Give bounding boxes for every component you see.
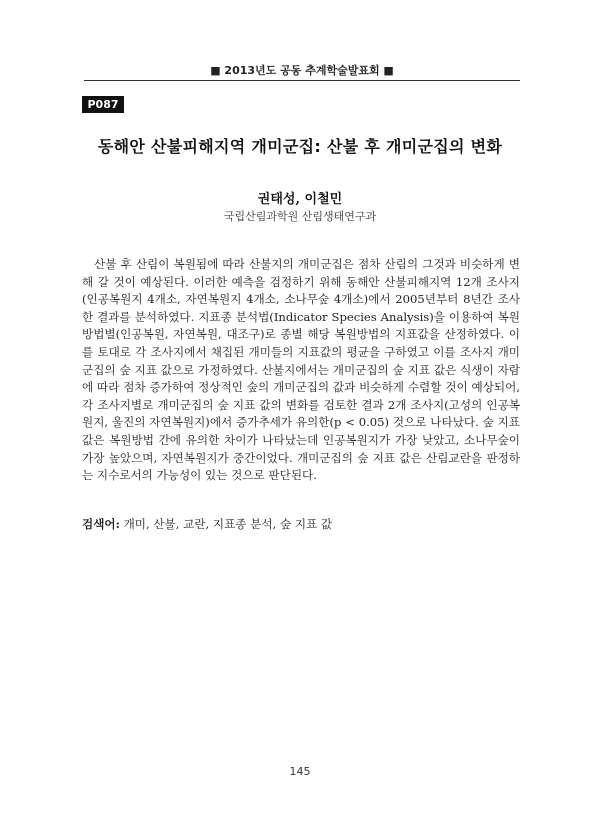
- abstract: [82, 256, 520, 485]
- authors: 권태성, 이철민: [257, 192, 343, 207]
- paper-title: 동해안 산불피해지역 개미군집: 산불 후 개미군집의 변화: [97, 137, 503, 156]
- affiliation: 국립산림과학원 산림생태연구과: [223, 210, 377, 223]
- abstract-text: 산불 후 산림이 복원됨에 따라 산불지의 개미군집은 점차 산림의 그것과 비슷하게 변해 갈 것이 예상된다. 이러한 예측을 검정하기 위해 동해안 산불피해지역 12개 조사지(인공복원지 4개소, 자연복원지 4개소, 소나무숲 4개소)에서 2005년부터 8년간 조사한 결과를 분석하였다. 지표종 분석법(Indicator Species Analysis)을 이용하여 복원방법별(인공복원, 자연복원, 대조구)로 종별 해당 복원방법의 지표값을 산정하였다. 이를 토대로 각 조사지에서 채집된 개미들의 지표값의 평균을 구하였고 이를 조사지 개미군집의 숲 지표 값으로 가정하였다. 산불지에서는 개미군집의 숲 지표 값은 식생이 자람에 따라 점차 증가하여 정상적인 숲의 개미군집의 값과 비슷하게 수렴할 것이 예상되어, 각 조사지별로 개미군집의 숲 지표 값의 변화를 검토한 결과 2개 조사지(고성의 인공복원지, 울진의 자연복원지)에서 증가추세가 유의한(p < 0.05) 것으로 나타났다. 숲 지표값은 복원방법 간에 유의한 차이가 나타났는데 인공복원지가 가장 낮았고, 소나무숲이 가장 높았으며, 자연복원지가 중간이었다. 개미군집의 숲 지표 값은 산림교란을 판정하는 지수로서의 가능성이 있는 것으로 판단된다.: [82, 257, 520, 483]
- keywords-label: 검색어:: [82, 517, 120, 531]
- paper-code-badge: P087: [82, 96, 124, 113]
- running-header: ■ 2013년도 공동 추계학술발표회 ■: [210, 64, 394, 77]
- header-rule: [84, 80, 520, 81]
- keywords-text: 개미, 산불, 교란, 지표종 분석, 숲 지표 값: [123, 517, 333, 531]
- keywords: [82, 516, 520, 533]
- page-number: 145: [289, 765, 311, 778]
